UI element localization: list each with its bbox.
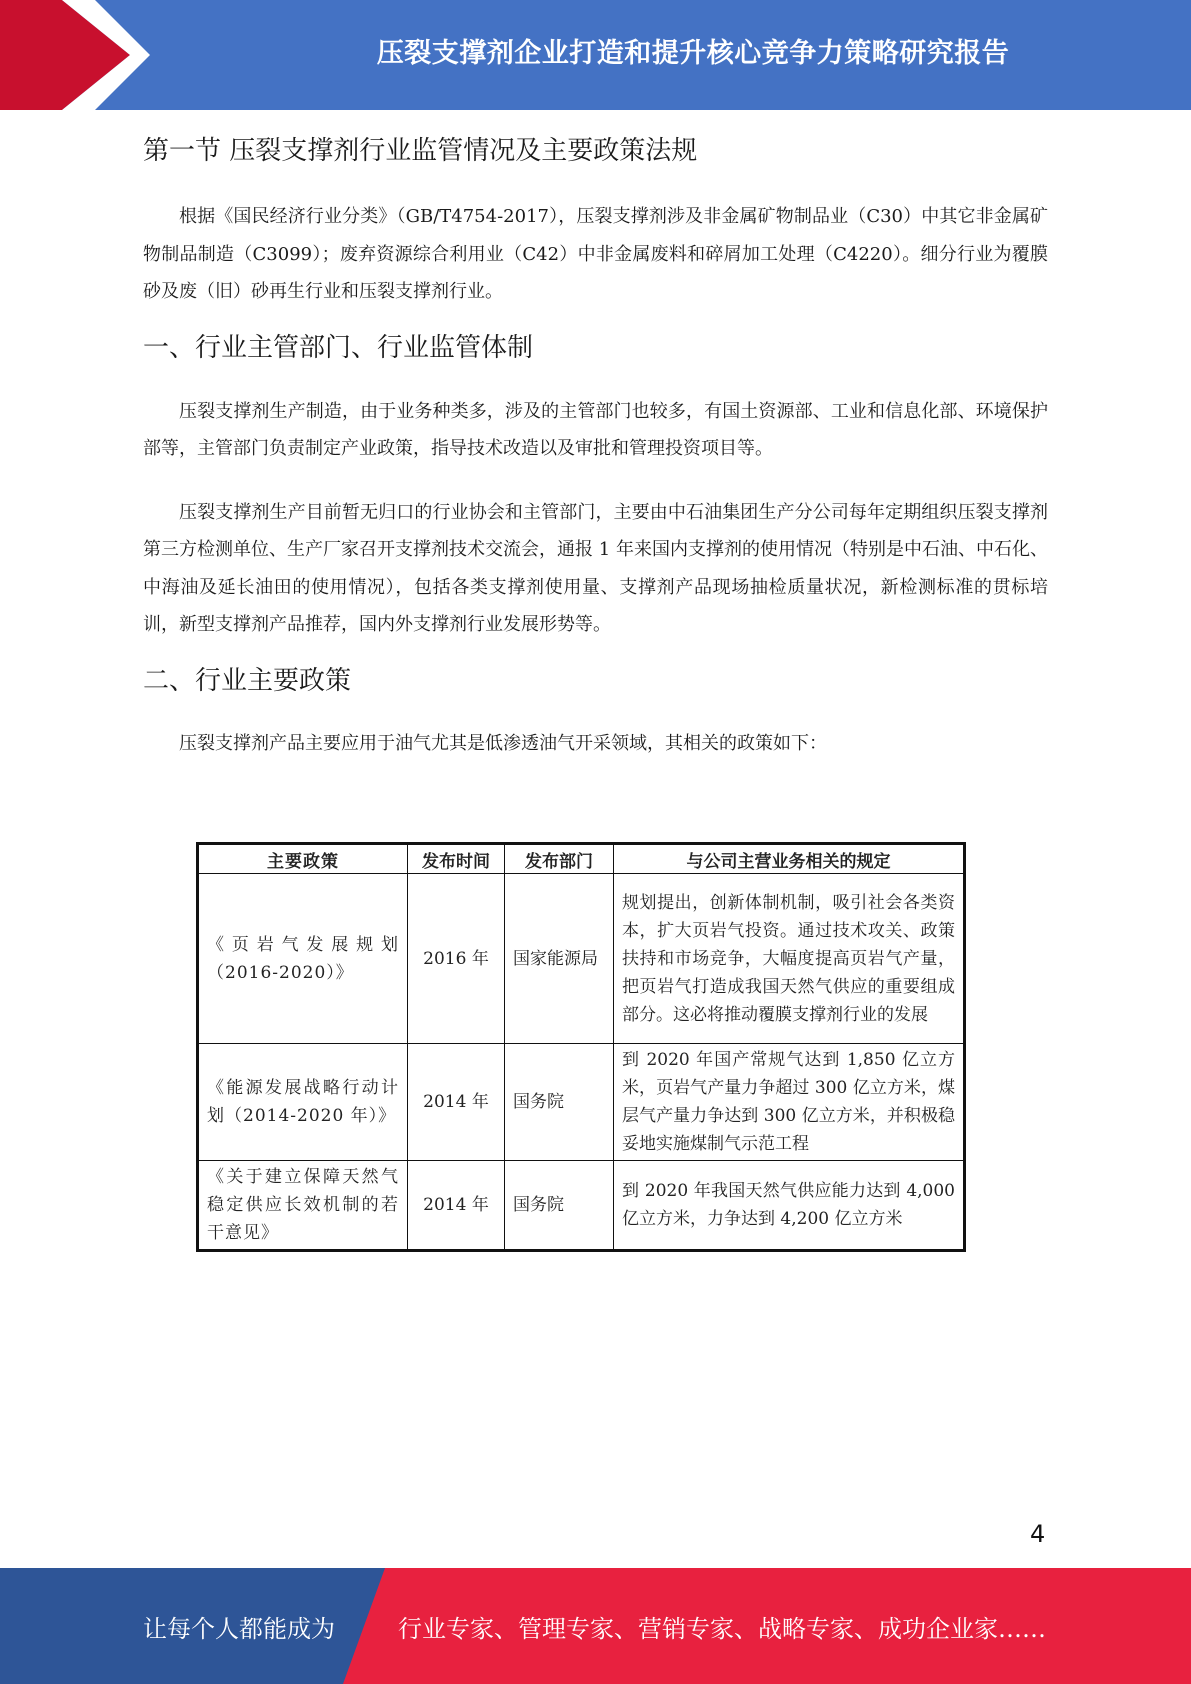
- cell-policy: 《能源发展战略行动计划（2014-2020 年）》: [198, 1044, 408, 1161]
- header-rule: 与公司主营业务相关的规定: [614, 844, 965, 874]
- cell-rule: 规划提出，创新体制机制，吸引社会各类资本，扩大页岩气投资。通过技术攻关、政策扶持和市场竞争，大幅度提高页岩气产量，把页岩气打造成我国天然气供应的重要组成部分。这必将推动覆膜支撑剂行业的发展: [614, 874, 965, 1044]
- page-number: 4: [1030, 1520, 1046, 1548]
- cell-date: 2014 年: [408, 1161, 505, 1251]
- table-row: [198, 874, 965, 1044]
- cell-department: 国家能源局: [505, 874, 614, 1044]
- cell-rule: 到 2020 年国产常规气达到 1,850 亿立方米，页岩气产量力争超过 300 亿立方米，煤层气产量力争达到 300 亿立方米，并积极稳妥地实施煤制气示范工程: [614, 1044, 965, 1161]
- section-title: 第一节 压裂支撑剂行业监管情况及主要政策法规: [143, 136, 698, 166]
- cell-date: 2016 年: [408, 874, 505, 1044]
- table-row: [198, 1044, 965, 1161]
- document-title: 压裂支撑剂企业打造和提升核心竞争力策略研究报告: [376, 37, 1010, 69]
- page-header: [0, 0, 1191, 110]
- page-content: [143, 130, 1048, 762]
- intro-paragraph: 根据《国民经济行业分类》（GB/T4754-2017），压裂支撑剂涉及非金属矿物制品业（C30）中其它非金属矿物制品制造（C3099）；废弃资源综合利用业（C42）中非金属废料和碎屑加工处理（C4220）。细分行业为覆膜砂及废（旧）砂再生行业和压裂支撑剂行业。: [143, 206, 1048, 302]
- footer-slogan-right: 行业专家、管理专家、营销专家、战略专家、成功企业家……: [398, 1614, 1046, 1643]
- footer-slogan-left: 让每个人都能成为: [143, 1614, 335, 1643]
- table-header-row: [198, 844, 965, 874]
- cell-department: 国务院: [505, 1161, 614, 1251]
- cell-department: 国务院: [505, 1044, 614, 1161]
- cell-policy: 《关于建立保障天然气稳定供应长效机制的若干意见》: [198, 1161, 408, 1251]
- policy-table: [196, 842, 966, 1252]
- cell-rule: 到 2020 年我国天然气供应能力达到 4,000 亿立方米，力争达到 4,200 亿立方米: [614, 1161, 965, 1251]
- cell-policy: 《页岩气发展规划（2016-2020）》: [198, 874, 408, 1044]
- heading-regulators: 一、行业主管部门、行业监管体制: [143, 332, 534, 363]
- table-row: [198, 1161, 965, 1251]
- regulators-paragraph-2: 压裂支撑剂生产目前暂无归口的行业协会和主管部门，主要由中石油集团生产分公司每年定期组织压裂支撑剂第三方检测单位、生产厂家召开支撑剂技术交流会，通报 1 年来国内支撑剂的使用情况（特别是中石油、中石化、中海油及延长油田的使用情况），包括各类支撑剂使用量、支撑剂产品现场抽检质量状况，新检测标准的贯标培训，新型支撑剂产品推荐，国内外支撑剂行业发展形势等。: [143, 501, 1048, 635]
- header-policy: 主要政策: [198, 844, 408, 874]
- policies-intro: 压裂支撑剂产品主要应用于油气尤其是低渗透油气开采领域，其相关的政策如下：: [179, 732, 827, 754]
- page-footer: [0, 1568, 1191, 1684]
- header-department: 发布部门: [505, 844, 614, 874]
- header-date: 发布时间: [408, 844, 505, 874]
- heading-policies: 二、行业主要政策: [143, 665, 352, 696]
- regulators-paragraph-1: 压裂支撑剂生产制造，由于业务种类多，涉及的主管部门也较多，有国土资源部、工业和信息化部、环境保护部等，主管部门负责制定产业政策，指导技术改造以及审批和管理投资项目等。: [143, 400, 1048, 459]
- cell-date: 2014 年: [408, 1044, 505, 1161]
